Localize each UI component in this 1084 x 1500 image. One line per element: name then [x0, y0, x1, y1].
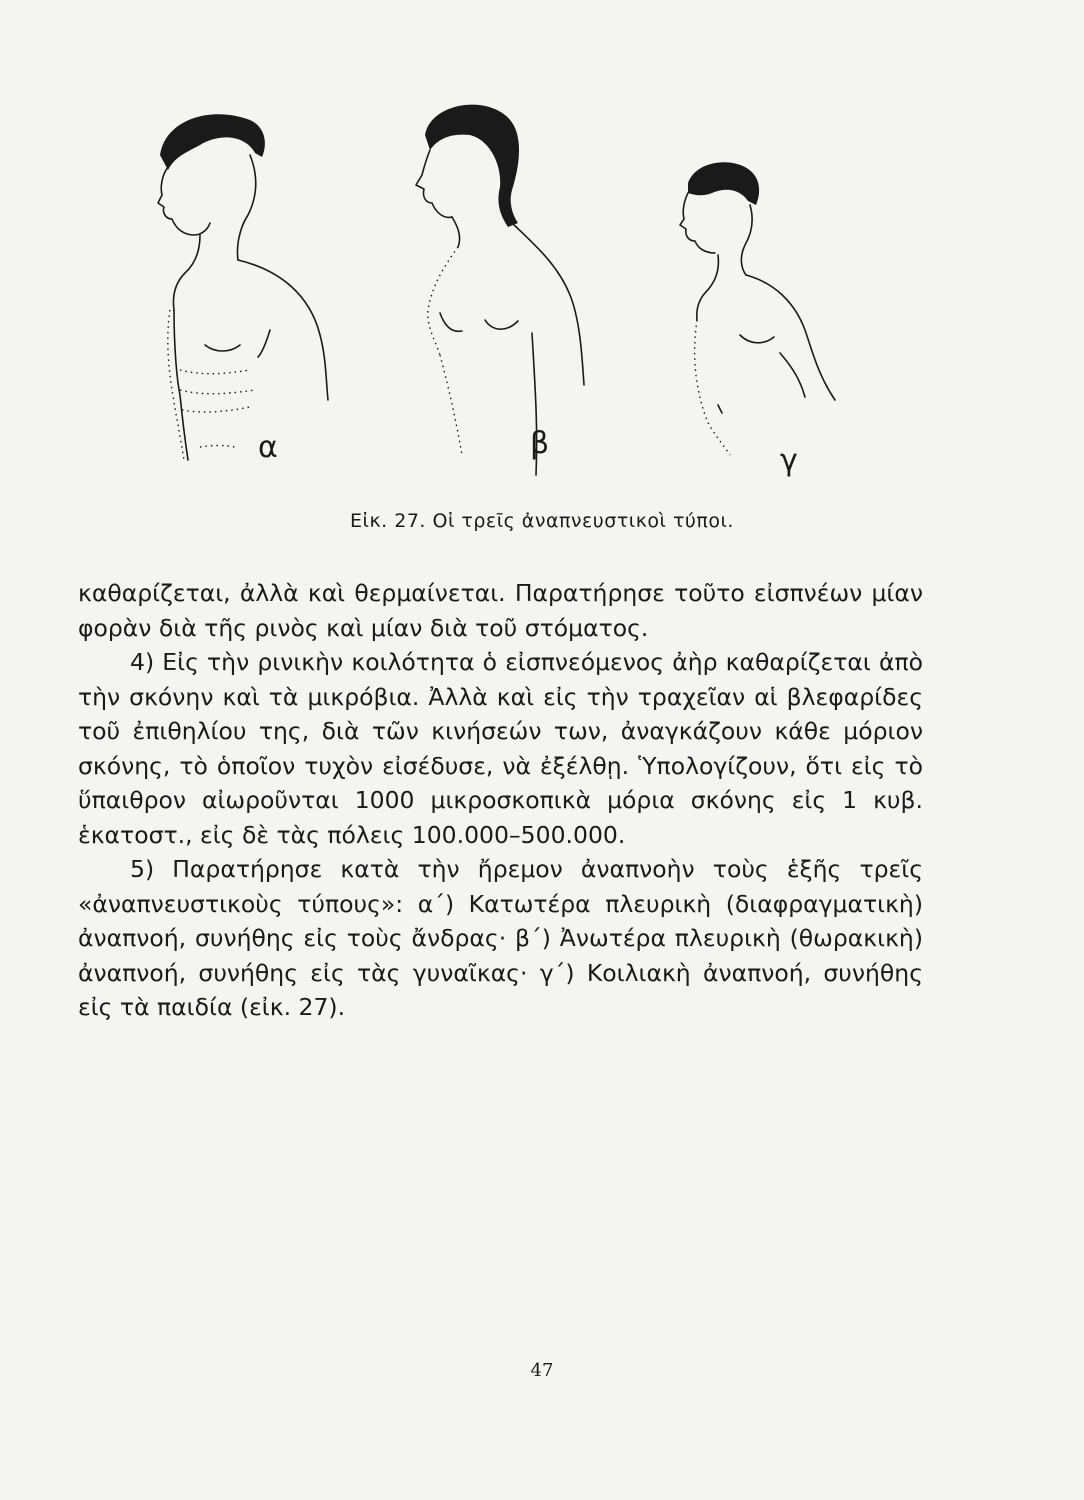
paragraph: καθαρίζεται, ἀλλὰ καὶ θερμαίνεται. Παρατήρησε τοῦτο εἰσπνέων μίαν φορὰν διὰ τῆς ρινὸς καὶ μίαν διὰ τοῦ στόματος. [78, 579, 923, 642]
figure-gamma-child [680, 162, 835, 478]
figure-beta-woman [416, 105, 584, 475]
body-text [78, 576, 923, 1025]
figure-27 [140, 95, 860, 495]
paragraph: 4) Εἰς τὴν ρινικὴν κοιλότητα ὁ εἰσπνεόμενος ἀὴρ καθαρίζεται ἀπὸ τὴν σκόνην καὶ τὰ μικρόβια. Ἀλλὰ καὶ εἰς τὴν τραχεῖαν αἱ βλεφαρίδες τοῦ ἐπιθηλίου της, διὰ τῶν κινήσεών των, ἀναγκάζουν κάθε μόριον σκόνης, τὸ ὁποῖον τυχὸν εἰσέδυσε, νὰ ἐξέλθῃ. Ὑπολογίζουν, ὅτι εἰς τὸ ὕπαιθρον αἰωροῦνται 1000 μικροσκοπικὰ μόρια σκόνης εἰς 1 κυβ. ἑκατοστ., εἰς δὲ τὰς πόλεις 100.000–500.000. [78, 648, 923, 849]
breathing-types-illustration [140, 95, 860, 495]
paragraph: 5) Παρατήρησε κατὰ τὴν ἤρεμον ἀναπνοὴν τοὺς ἑξῆς τρεῖς «ἀναπνευστικοὺς τύπους»: α΄) Κατωτέρα πλευρικὴ (διαφραγματικὴ) ἀναπνοή, συνήθης εἰς τοὺς ἄνδρας· β΄) Ἀνωτέρα πλευρικὴ (θωρακικὴ) ἀναπνοή, συνήθης εἰς τὰς γυναῖκας· γ΄) Κοιλιακὴ ἀναπνοή, συνήθης εἰς τὰ παιδία (εἰκ. 27). [78, 855, 923, 1021]
figure-label-alpha: α [258, 430, 278, 465]
figure-label-beta: β [530, 426, 550, 461]
page-number: 47 [530, 1360, 554, 1381]
figure-label-gamma: γ [780, 443, 798, 478]
figure-alpha-man [158, 114, 328, 465]
figure-caption: Εἰκ. 27. Οἱ τρεῖς ἀναπνευστικοὶ τύποι. [350, 510, 734, 532]
